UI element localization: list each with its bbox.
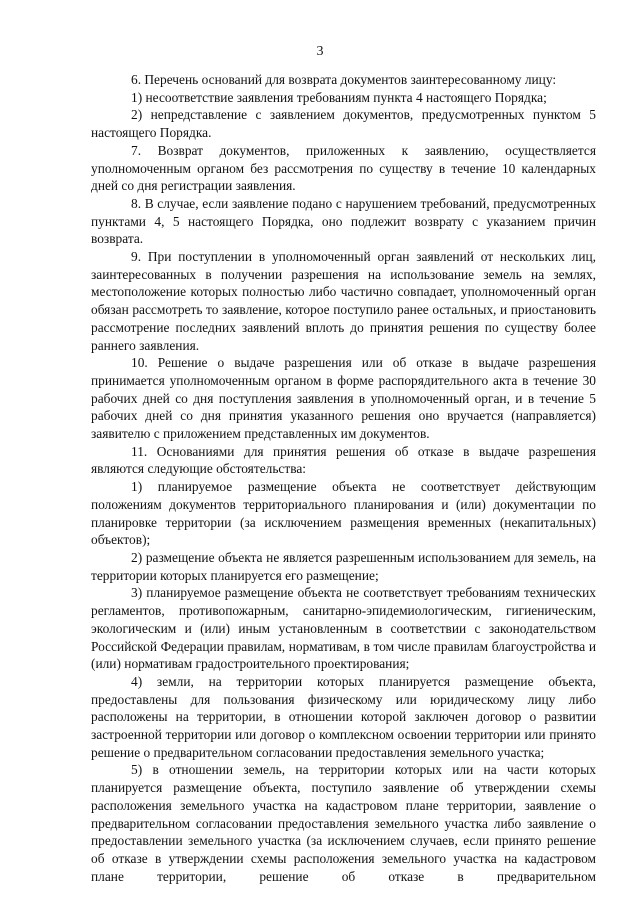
paragraph-6-heading: 6. Перечень оснований для возврата документов заинтересованному лицу: [131,72,557,87]
paragraph-7: 7. Возврат документов, приложенных к заявлению, осуществляется уполномоченным органом без рассмотрения по существу в течение 10 календарных дней со дня регистрации заявления. [91,142,596,194]
paragraph-11-item-1: 1) планируемое размещение объекта не соответствует действующим положениям документов территориального планирования и (или) документации по планировке территории (за исключением размещения временных (некапитальных) объектов); [91,479,596,548]
paragraph-11-item-2: 2) размещение объекта не является разрешенным использованием для земель, на территории которых планируется его размещение; [91,549,596,583]
paragraph-6-item-2: 2) непредставление с заявлением документов, предусмотренных пунктом 5 настоящего Порядка. [91,107,596,141]
document-body [91,71,596,885]
paragraph-10: 10. Решение о выдаче разрешения или об отказе в выдаче разрешения принимается уполномоченным органом в форме распорядительного акта в течение 30 рабочих дней со дня поступления заявления в уполномоченный орган, и в течение 5 рабочих дней со дня принятия указанного решения оно вручается (направляется) заявителю с приложением представленных им документов. [91,355,596,442]
paragraph-6-item-1: 1) несоответствие заявления требованиям пункта 4 настоящего Порядка; [131,89,547,105]
paragraph-11-item-4: 4) земли, на территории которых планируется размещение объекта, предоставлены для пользования физическому или юридическому лицу либо расположены на территории, в отношении которой заключен договор о развитии застроенной территории или договор о комплексном освоении территории или принято решение о предварительном согласовании предоставления земельного участка; [91,673,596,760]
paragraph-11-item-5: 5) в отношении земель, на территории которых или на части которых планируется размещение объекта, поступило заявление об утверждении схемы расположения земельного участка на кадастровом плане территории, заявление о предварительном согласовании предоставления земельного участка либо заявление о предоставлении земельного участка (за исключением случаев, если принято решение об отказе в утверждении схемы расположения земельного участка на кадастровом плане территории, решение об отказе в предварительном [91,762,596,884]
paragraph-8: 8. В случае, если заявление подано с нарушением требований, предусмотренных пунктами 4, 5 настоящего Порядка, оно подлежит возврату с указанием причин возврата. [91,195,596,247]
paragraph-11-item-3: 3) планируемое размещение объекта не соответствует требованиям технических регламентов, противопожарным, санитарно-эпидемиологическим, гигиеническим, экологическим и (или) иным установленным в соответствии с законодательством Российской Федерации правилам, нормативам, в том числе правилам благоустройства и (или) нормативам градостроительного проектирования; [91,585,596,672]
paragraph-9: 9. При поступлении в уполномоченный орган заявлений от нескольких лиц, заинтересованных в получении разрешения на использование земель на землях, местоположение которых полностью либо частично совпадает, уполномоченный орган обязан рассмотреть то заявление, которое поступило ранее остальных, и приостановить рассмотрение последних заявлений вплоть до принятия решения по существу более раннего заявления. [91,249,596,353]
page-number: 3 [316,44,324,59]
paragraph-11-heading: 11. Основаниями для принятия решения об отказе в выдаче разрешения являются следующие обстоятельства: [91,443,596,477]
